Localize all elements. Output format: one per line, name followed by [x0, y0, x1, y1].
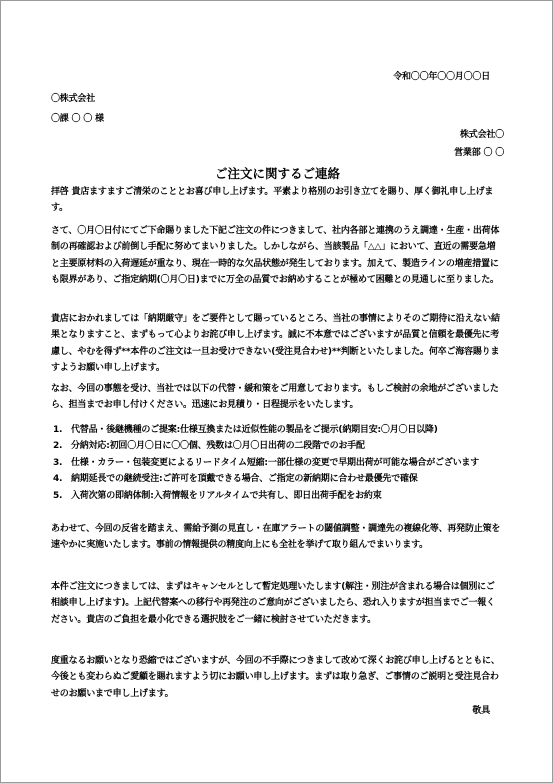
- paragraph-text: 本件ご注文につきましては、まずはキャンセルとして暫定処理いたします(解注・別注が含まれる場合は個別にご相談申し上げます)。上記代替案への移行や再発注のご意向がございましたら、恐れ入りますが担当までご一報ください。貴店のご負担を最小化できる選択肢をご一緒に検討させていただきます。: [51, 582, 495, 625]
- paragraph-text: 度重なるお願いとなり恐縮ではございますが、今回の不手際につきまして改めて深くお詫び申し上げるとともに、今後とも変わらぬご愛顧を賜れますよう切にお願い申し上げます。まずは取り急ぎ、ご事情のご説明と受注見合わせのお願いまで申し上げます。: [51, 656, 500, 699]
- list-number: 4.: [53, 474, 63, 485]
- recipient-person: 〇課 〇 〇 様: [51, 114, 104, 124]
- list-text: 代替品・後継機種のご提案:仕様互換または近似性能の製品をご提示(納期目安:〇月〇日以降): [71, 425, 438, 435]
- paragraph-text: さて、〇月〇日付にてご下命賜りました下記ご注文の件につきまして、社内各部と連携のうえ調達・生産・出荷体制の再確認および前倒し手配に努めてまいりました。しかしながら、当該製品「△△」において、直近の需要急増と主要原材料の入荷遅延が重なり、現在一時的な欠品状態が発生しております。加えて、製造ラインの増産措置にも限界があり、ご指定納期(〇月〇日)までに万全の品質でお納めすることが極めて困難との見通しに至りました。: [51, 226, 500, 286]
- list-item: [51, 438, 503, 454]
- list-text: 納期延長での継続受注:ご許可を頂戴できる場合、ご指定の新納期に合わせ最優先で確保: [71, 474, 418, 485]
- greeting-paragraph: [51, 184, 503, 217]
- list-text: 入荷次第の即納体制:入荷情報をリアルタイムで共有し、即日出荷手配をお約束: [71, 490, 382, 501]
- alternatives-list: [51, 422, 503, 504]
- list-item: [51, 422, 503, 438]
- list-number: 2.: [53, 441, 63, 452]
- list-text: 分納対応:初回〇月〇日に〇〇個、残数は〇月〇日出荷の二段階でのお手配: [71, 441, 365, 452]
- recipient-company: 〇株式会社: [51, 94, 96, 104]
- cancellation-paragraph: [51, 579, 503, 628]
- closing-paragraph: [51, 653, 503, 702]
- letter-title: ご注文に関するご連絡: [214, 166, 340, 181]
- closing-word: 敬具: [472, 706, 490, 716]
- list-number: 3.: [53, 457, 63, 468]
- sender-company: 株式会社〇: [459, 130, 504, 140]
- paragraph-text: あわせて、今回の反省を踏まえ、需給予測の見直し・在庫アラートの閾値調整・調達先の複線化等、再発防止策を速やかに実施いたします。事前の情報提供の精度向上にも全社を挙げて取り組んでまいります。: [51, 524, 501, 551]
- list-item: [51, 488, 503, 504]
- letter-date: 令和〇〇年〇〇月〇〇日: [393, 72, 490, 82]
- paragraph-text: 貴店におかれましては「納期厳守」をご要件として賜っているところ、当社の事情によりそのご期待に沿えない結果となりますこと、まずもって心よりお詫び申し上げます。誠に不本意ではございますが品質と信頼を最優先に考慮し、やむを得ず**本件のご注文は一旦お受けできない(受注見合わせ)**判断といたしました。何卒ご海容賜りますようお願い申し上げます。: [51, 314, 500, 374]
- sender-department: 営業部 〇 〇: [454, 148, 504, 158]
- paragraph-text: なお、今回の事態を受け、当社では以下の代替・緩和策をご用意しております。もしご検討の余地がございましたら、担当までお申し付けください。迅速にお見積り・日程提示をいたします。: [51, 384, 499, 411]
- alternatives-intro-paragraph: [51, 381, 503, 414]
- list-item: [51, 455, 503, 471]
- situation-paragraph: [51, 223, 503, 289]
- list-number: 5.: [53, 490, 63, 501]
- list-item: [51, 471, 503, 487]
- paragraph-text: 拝啓 貴店ますますご清栄のこととお喜び申し上げます。平素より格別のお引き立てを賜り、厚く御礼申し上げます。: [51, 187, 494, 214]
- list-text: 仕様・カラー・包装変更によるリードタイム短縮:一部仕様の変更で早期出荷が可能な場合がございます: [71, 457, 480, 468]
- apology-paragraph: [51, 311, 503, 377]
- prevention-paragraph: [51, 521, 503, 554]
- list-number: 1.: [53, 425, 63, 435]
